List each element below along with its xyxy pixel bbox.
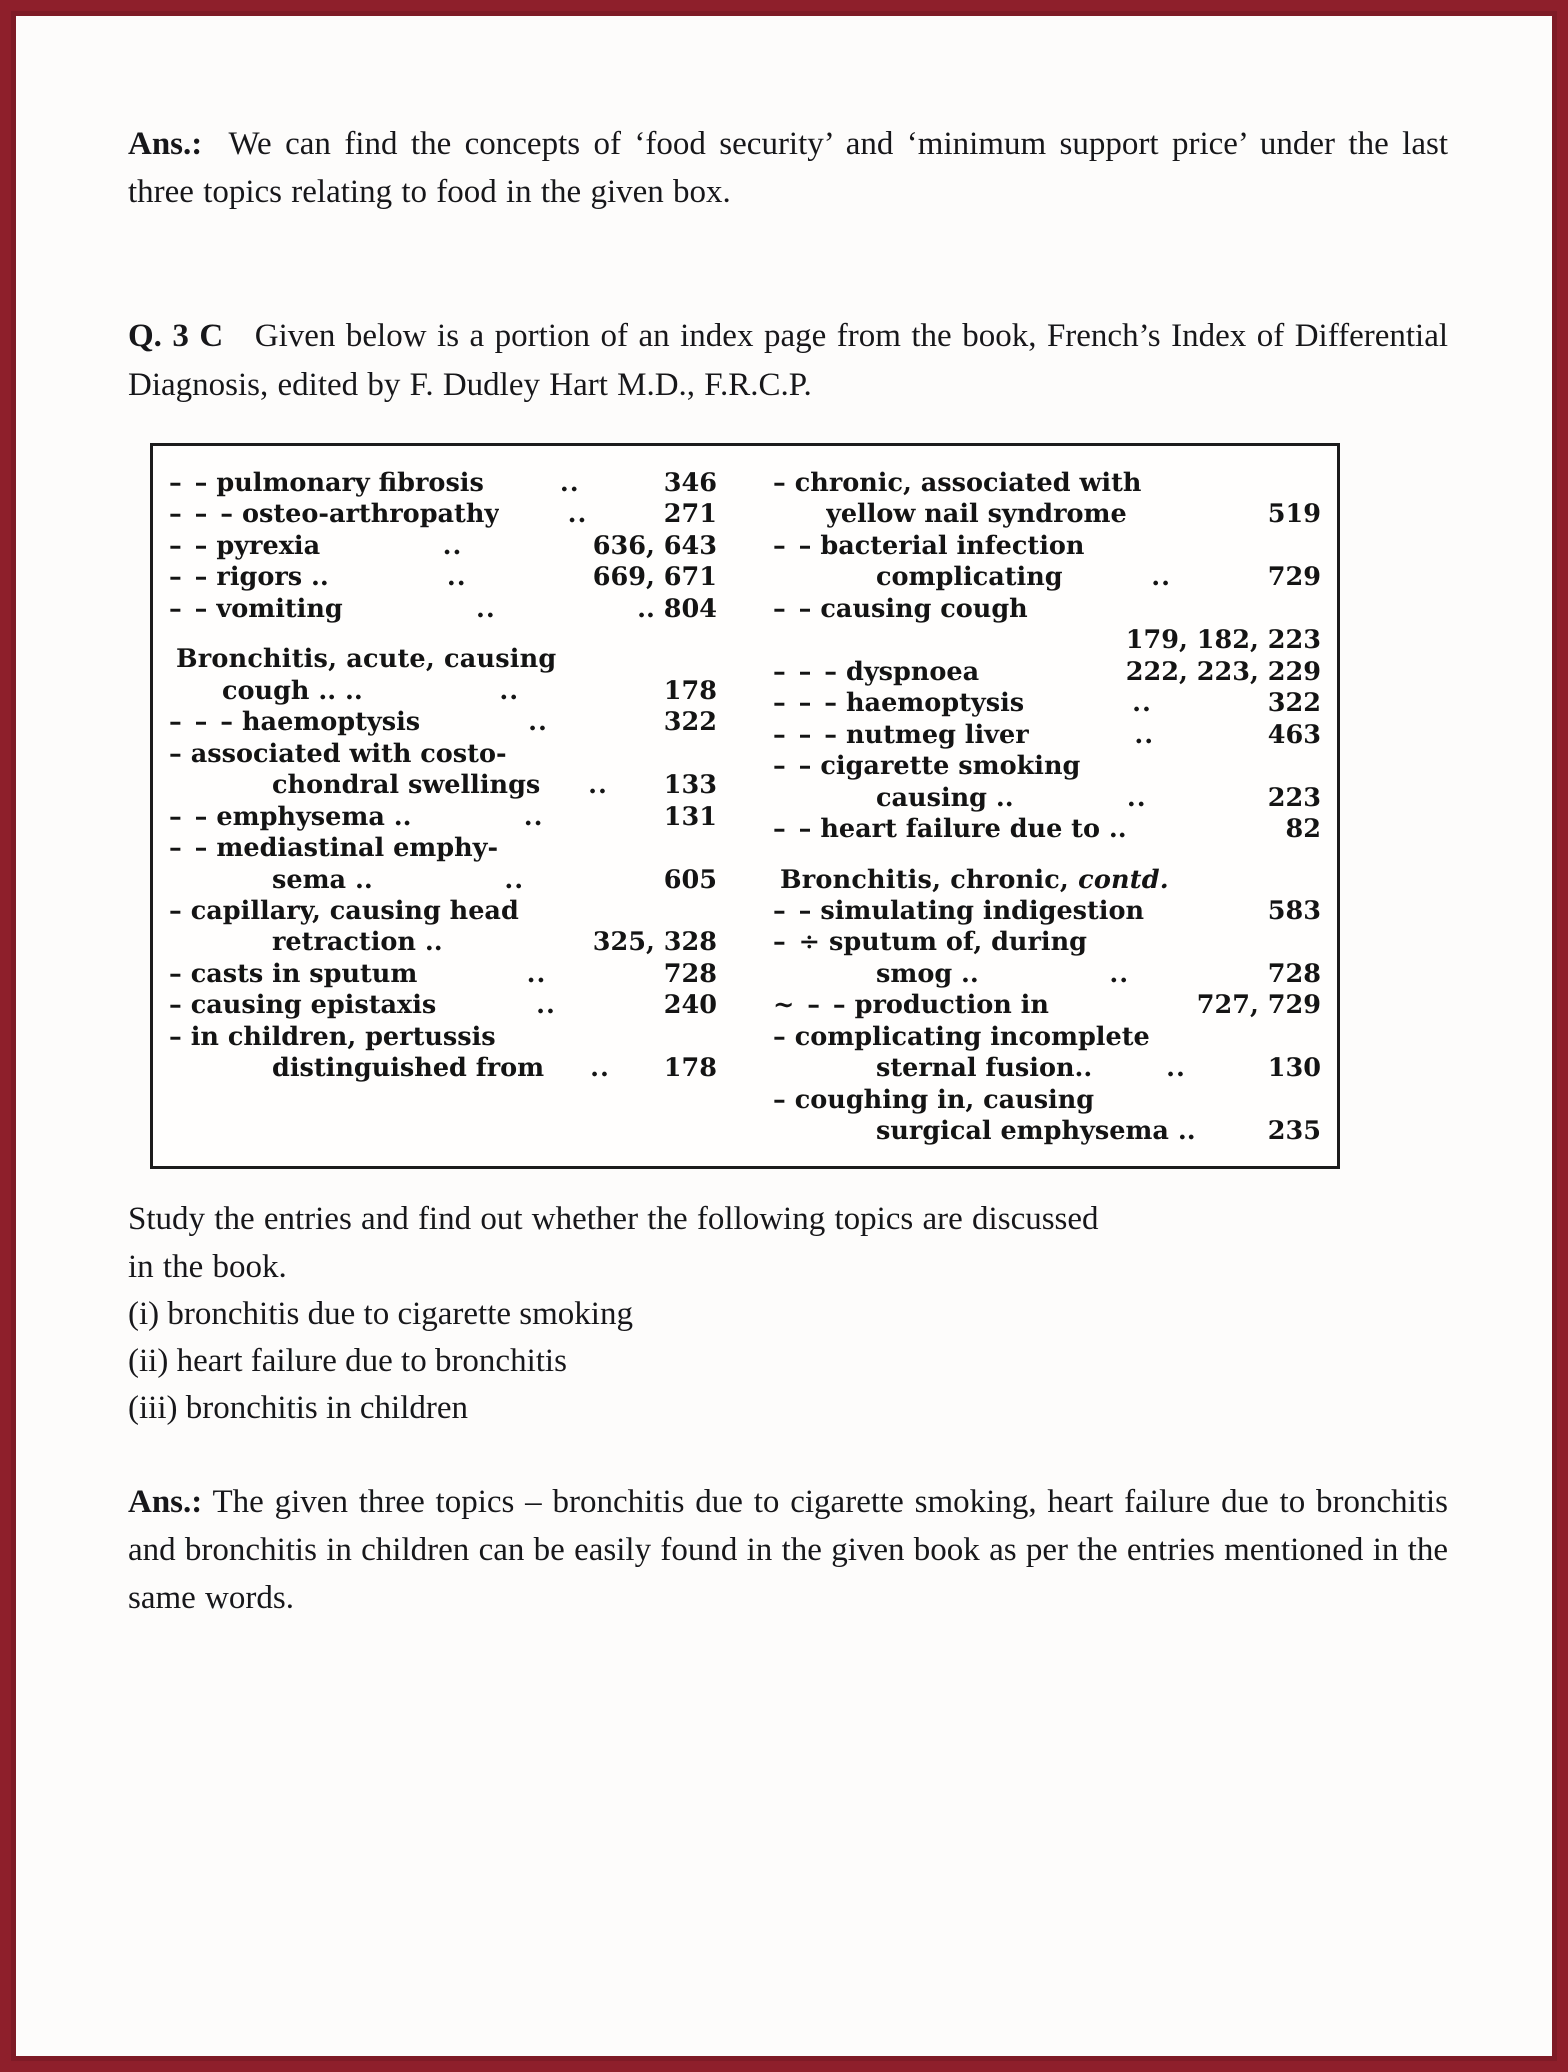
- index-entry-leaders: ..: [1126, 782, 1147, 813]
- index-entry-text: sema ..: [272, 864, 373, 895]
- index-entry-page-number: 346: [663, 467, 717, 498]
- study-instruction-line-2: in the book.: [128, 1249, 287, 1286]
- index-entry-page-number: 728: [1267, 958, 1321, 989]
- index-entry: [773, 468, 1321, 499]
- index-entry-text: dyspnoea: [846, 656, 980, 687]
- answer-2-paragraph: [128, 1478, 1448, 1623]
- index-entry: [773, 657, 1321, 688]
- index-entry-leaders: ..: [1166, 1053, 1186, 1084]
- index-entry: [773, 625, 1321, 656]
- index-entry-text: haemoptysis: [846, 688, 1025, 719]
- question-3c-text: Given below is a portion of an index page from the book, French’s Index of Differential Diagnosis, edited by F. Dudley Hart M.D., F.R.C.P.: [128, 318, 1449, 403]
- index-entry-text: cigarette smoking: [820, 751, 1081, 782]
- post-box-block: [128, 1195, 1448, 1622]
- index-entry: [169, 865, 717, 896]
- sub-question-list: [128, 1291, 1448, 1432]
- index-entry-text: production in: [854, 990, 1049, 1021]
- index-entry-leaders: ..: [446, 562, 467, 593]
- index-entry: [773, 1116, 1321, 1147]
- index-entry-dashes: – – –: [169, 707, 236, 738]
- index-entry-text: sternal fusion..: [876, 1053, 1093, 1084]
- index-entry: [169, 531, 717, 562]
- index-entry: [169, 833, 717, 864]
- index-entry-text: chondral swellings: [272, 770, 541, 801]
- index-right-column: [773, 468, 1321, 1148]
- index-entry: [169, 896, 717, 927]
- index-entry-text: retraction ..: [272, 927, 443, 958]
- page-content: [128, 120, 1448, 1622]
- index-entry-page-number: .. 804: [637, 593, 717, 624]
- index-entry-dashes: – ÷: [773, 927, 822, 958]
- index-entry-leaders: ..: [1109, 958, 1130, 989]
- index-entry-page-number: 325, 328: [592, 927, 717, 958]
- index-entry-text: associated with costo-: [190, 738, 507, 769]
- index-entry: [169, 739, 717, 770]
- index-entry-text: in children, pertussis: [190, 1021, 496, 1052]
- index-entry: [169, 468, 717, 499]
- index-entry-dashes: – –: [773, 593, 814, 624]
- index-entry-dashes: ~ – –: [773, 990, 848, 1021]
- index-entry: [773, 783, 1321, 814]
- index-entry-text: pyrexia: [216, 530, 321, 561]
- index-entry-page-number: 179, 182, 223: [1125, 625, 1321, 656]
- index-entry-text: haemoptysis: [242, 707, 421, 738]
- index-entry-dashes: – –: [169, 530, 210, 561]
- index-left-column: [169, 468, 717, 1148]
- index-entry-dashes: – –: [169, 562, 210, 593]
- index-entry-page-number: 583: [1267, 895, 1321, 926]
- index-entry-page-number: 82: [1285, 814, 1321, 845]
- index-entry-dashes: – – –: [773, 688, 840, 719]
- index-entry: [773, 594, 1321, 625]
- study-instruction-line-1: Study the entries and find out whether the following topics are discussed: [128, 1200, 1099, 1237]
- spacer: [128, 216, 1448, 312]
- index-entry-dashes: – –: [169, 801, 210, 832]
- index-facsimile-box: [150, 443, 1340, 1169]
- index-entry-dashes: – – –: [169, 499, 236, 530]
- index-entry-dashes: – –: [773, 530, 814, 561]
- index-entry-text: capillary, causing head: [190, 895, 519, 926]
- index-entry-text: rigors ..: [216, 562, 329, 593]
- index-entry-text: yellow nail syndrome: [826, 499, 1127, 530]
- answer-1-text: We can find the concepts of ‘food security’ and ‘minimum support price’ under the last three topics relating to food in the given box.: [128, 126, 1448, 211]
- index-entry-dashes: – –: [773, 751, 814, 782]
- index-entry: [169, 990, 717, 1021]
- index-entry-text: smog ..: [876, 958, 979, 989]
- index-entry-page-number: 130: [1267, 1053, 1321, 1084]
- index-entry: [773, 1053, 1321, 1084]
- sub-question-item: (ii) heart failure due to bronchitis: [128, 1343, 567, 1380]
- index-entry-dashes: –: [773, 1084, 788, 1115]
- index-entry-leaders: ..: [567, 499, 588, 530]
- sub-question-item: (i) bronchitis due to cigarette smoking: [128, 1296, 633, 1333]
- index-entry: [773, 896, 1321, 927]
- sub-question-item: (iii) bronchitis in children: [128, 1389, 469, 1426]
- index-entry-page-number: 322: [663, 707, 717, 738]
- index-entry-dashes: –: [169, 738, 184, 769]
- index-entry-text: emphysema ..: [216, 801, 412, 832]
- index-entry-page-number: 727, 729: [1196, 990, 1321, 1021]
- index-entry-text: bacterial infection: [820, 530, 1085, 561]
- index-entry-text: causing epistaxis: [190, 990, 437, 1021]
- index-entry-text: heart failure due to ..: [820, 814, 1127, 845]
- question-3c-paragraph: [128, 312, 1448, 408]
- index-entry-dashes: –: [773, 467, 788, 498]
- index-entry-dashes: – –: [773, 895, 814, 926]
- index-entry-page-number: 605: [663, 864, 717, 895]
- index-entry-page-number: 223: [1267, 782, 1321, 813]
- index-entry-text: causing ..: [876, 782, 1014, 813]
- index-entry-dashes: – –: [169, 593, 210, 624]
- index-entry: [169, 927, 717, 958]
- index-entry: [169, 594, 717, 625]
- index-entry-text: cough .. ..: [222, 675, 363, 706]
- index-columns: [169, 468, 1321, 1148]
- index-entry-leaders: ..: [1151, 562, 1172, 593]
- index-entry-leaders: ..: [590, 1053, 610, 1084]
- index-entry-text: nutmeg liver: [846, 719, 1029, 750]
- index-entry-dashes: –: [773, 1021, 788, 1052]
- index-entry: [773, 531, 1321, 562]
- index-entry: [169, 707, 717, 738]
- index-entry-page-number: 271: [663, 499, 717, 530]
- index-entry-dashes: – –: [169, 833, 210, 864]
- index-entry: [773, 927, 1321, 958]
- index-entry-page-number: 178: [663, 1053, 717, 1084]
- index-entry-heading: [169, 644, 717, 675]
- index-entry-page-number: 131: [663, 801, 717, 832]
- index-entry-dashes: –: [169, 1021, 184, 1052]
- answer-1-label: Ans.:: [128, 126, 203, 162]
- index-entry-dashes: –: [169, 990, 184, 1021]
- index-entry-leaders: ..: [1134, 719, 1155, 750]
- index-entry: [773, 720, 1321, 751]
- answer-2-label: Ans.:: [128, 1483, 203, 1520]
- index-entry-text: coughing in, causing: [794, 1084, 1095, 1115]
- index-entry-text: chronic, associated with: [794, 467, 1142, 498]
- index-entry: [773, 499, 1321, 530]
- index-entry-page-number: 133: [663, 770, 717, 801]
- index-entry-leaders: ..: [499, 675, 520, 706]
- index-entry-page-number: 669, 671: [592, 562, 717, 593]
- index-entry-leaders: ..: [476, 593, 496, 624]
- index-entry-text: distinguished from: [272, 1053, 545, 1084]
- index-entry-text: vomiting: [216, 593, 343, 624]
- index-entry-page-number: 235: [1267, 1116, 1321, 1147]
- question-3c-label: Q. 3 C: [128, 318, 224, 355]
- index-entry-text: complicating incomplete: [794, 1021, 1150, 1052]
- index-entry-text: complicating: [876, 562, 1063, 593]
- index-entry-leaders: ..: [526, 958, 547, 989]
- index-entry: [169, 676, 717, 707]
- index-entry-page-number: 519: [1267, 499, 1321, 530]
- index-entry: [773, 562, 1321, 593]
- answer-1-paragraph: [128, 120, 1448, 216]
- index-entry-text: pulmonary fibrosis: [216, 467, 484, 498]
- index-entry-page-number: 240: [663, 990, 717, 1021]
- index-entry-page-number: 729: [1267, 562, 1321, 593]
- index-entry-text: surgical emphysema ..: [876, 1116, 1196, 1147]
- index-entry-contd: contd.: [1078, 864, 1169, 895]
- index-entry-leaders: ..: [442, 530, 463, 561]
- index-entry-page-number: 322: [1267, 688, 1321, 719]
- index-entry-page-number: 178: [663, 675, 717, 706]
- index-entry-page-number: 463: [1267, 719, 1321, 750]
- index-entry-text: casts in sputum: [190, 958, 418, 989]
- index-blank-line: [169, 625, 717, 644]
- index-entry: [773, 959, 1321, 990]
- index-entry-text: mediastinal emphy-: [216, 833, 499, 864]
- index-entry-text: causing cough: [820, 593, 1028, 624]
- index-entry-leaders: ..: [528, 707, 548, 738]
- index-entry-text: osteo-arthropathy: [242, 499, 500, 530]
- index-entry: [773, 814, 1321, 845]
- index-entry-text: sputum of, during: [829, 927, 1087, 958]
- index-entry: [169, 1053, 717, 1084]
- index-entry: [169, 499, 717, 530]
- index-entry-leaders: ..: [559, 467, 580, 498]
- index-entry-leaders: ..: [504, 864, 525, 895]
- index-entry-dashes: – –: [773, 814, 814, 845]
- index-entry: [169, 770, 717, 801]
- index-entry-leaders: ..: [536, 990, 556, 1021]
- index-entry: [169, 1022, 717, 1053]
- spacer: [128, 1432, 1448, 1478]
- index-entry-leaders: ..: [588, 770, 608, 801]
- index-entry-dashes: –: [169, 958, 184, 989]
- index-entry-text: simulating indigestion: [820, 895, 1145, 926]
- index-entry-text: Bronchitis, chronic, contd.: [780, 864, 1169, 895]
- index-entry-leaders: ..: [1132, 688, 1152, 719]
- index-entry-page-number: 728: [663, 958, 717, 989]
- index-blank-line: [773, 846, 1321, 865]
- index-entry-leaders: ..: [523, 801, 544, 832]
- index-entry-dashes: – – –: [773, 656, 840, 687]
- index-entry-text: Bronchitis, acute, causing: [176, 644, 557, 675]
- index-entry: [169, 562, 717, 593]
- index-entry-heading: [773, 865, 1321, 896]
- index-entry-page-number: 636, 643: [592, 530, 717, 561]
- index-entry: [773, 990, 1321, 1021]
- index-entry: [773, 688, 1321, 719]
- index-entry: [169, 802, 717, 833]
- index-entry-dashes: – – –: [773, 719, 840, 750]
- index-entry-dashes: –: [169, 895, 184, 926]
- answer-2-text: The given three topics – bronchitis due to cigarette smoking, heart failure due to bronchitis and bronchitis in children can be easily found in the given book as per the entries mentioned in the same words.: [128, 1483, 1449, 1617]
- index-entry: [773, 1022, 1321, 1053]
- index-entry: [169, 959, 717, 990]
- index-entry-dashes: – –: [169, 467, 210, 498]
- index-entry-page-number: 222, 223, 229: [1125, 656, 1321, 687]
- index-entry: [773, 751, 1321, 782]
- index-entry: [773, 1085, 1321, 1116]
